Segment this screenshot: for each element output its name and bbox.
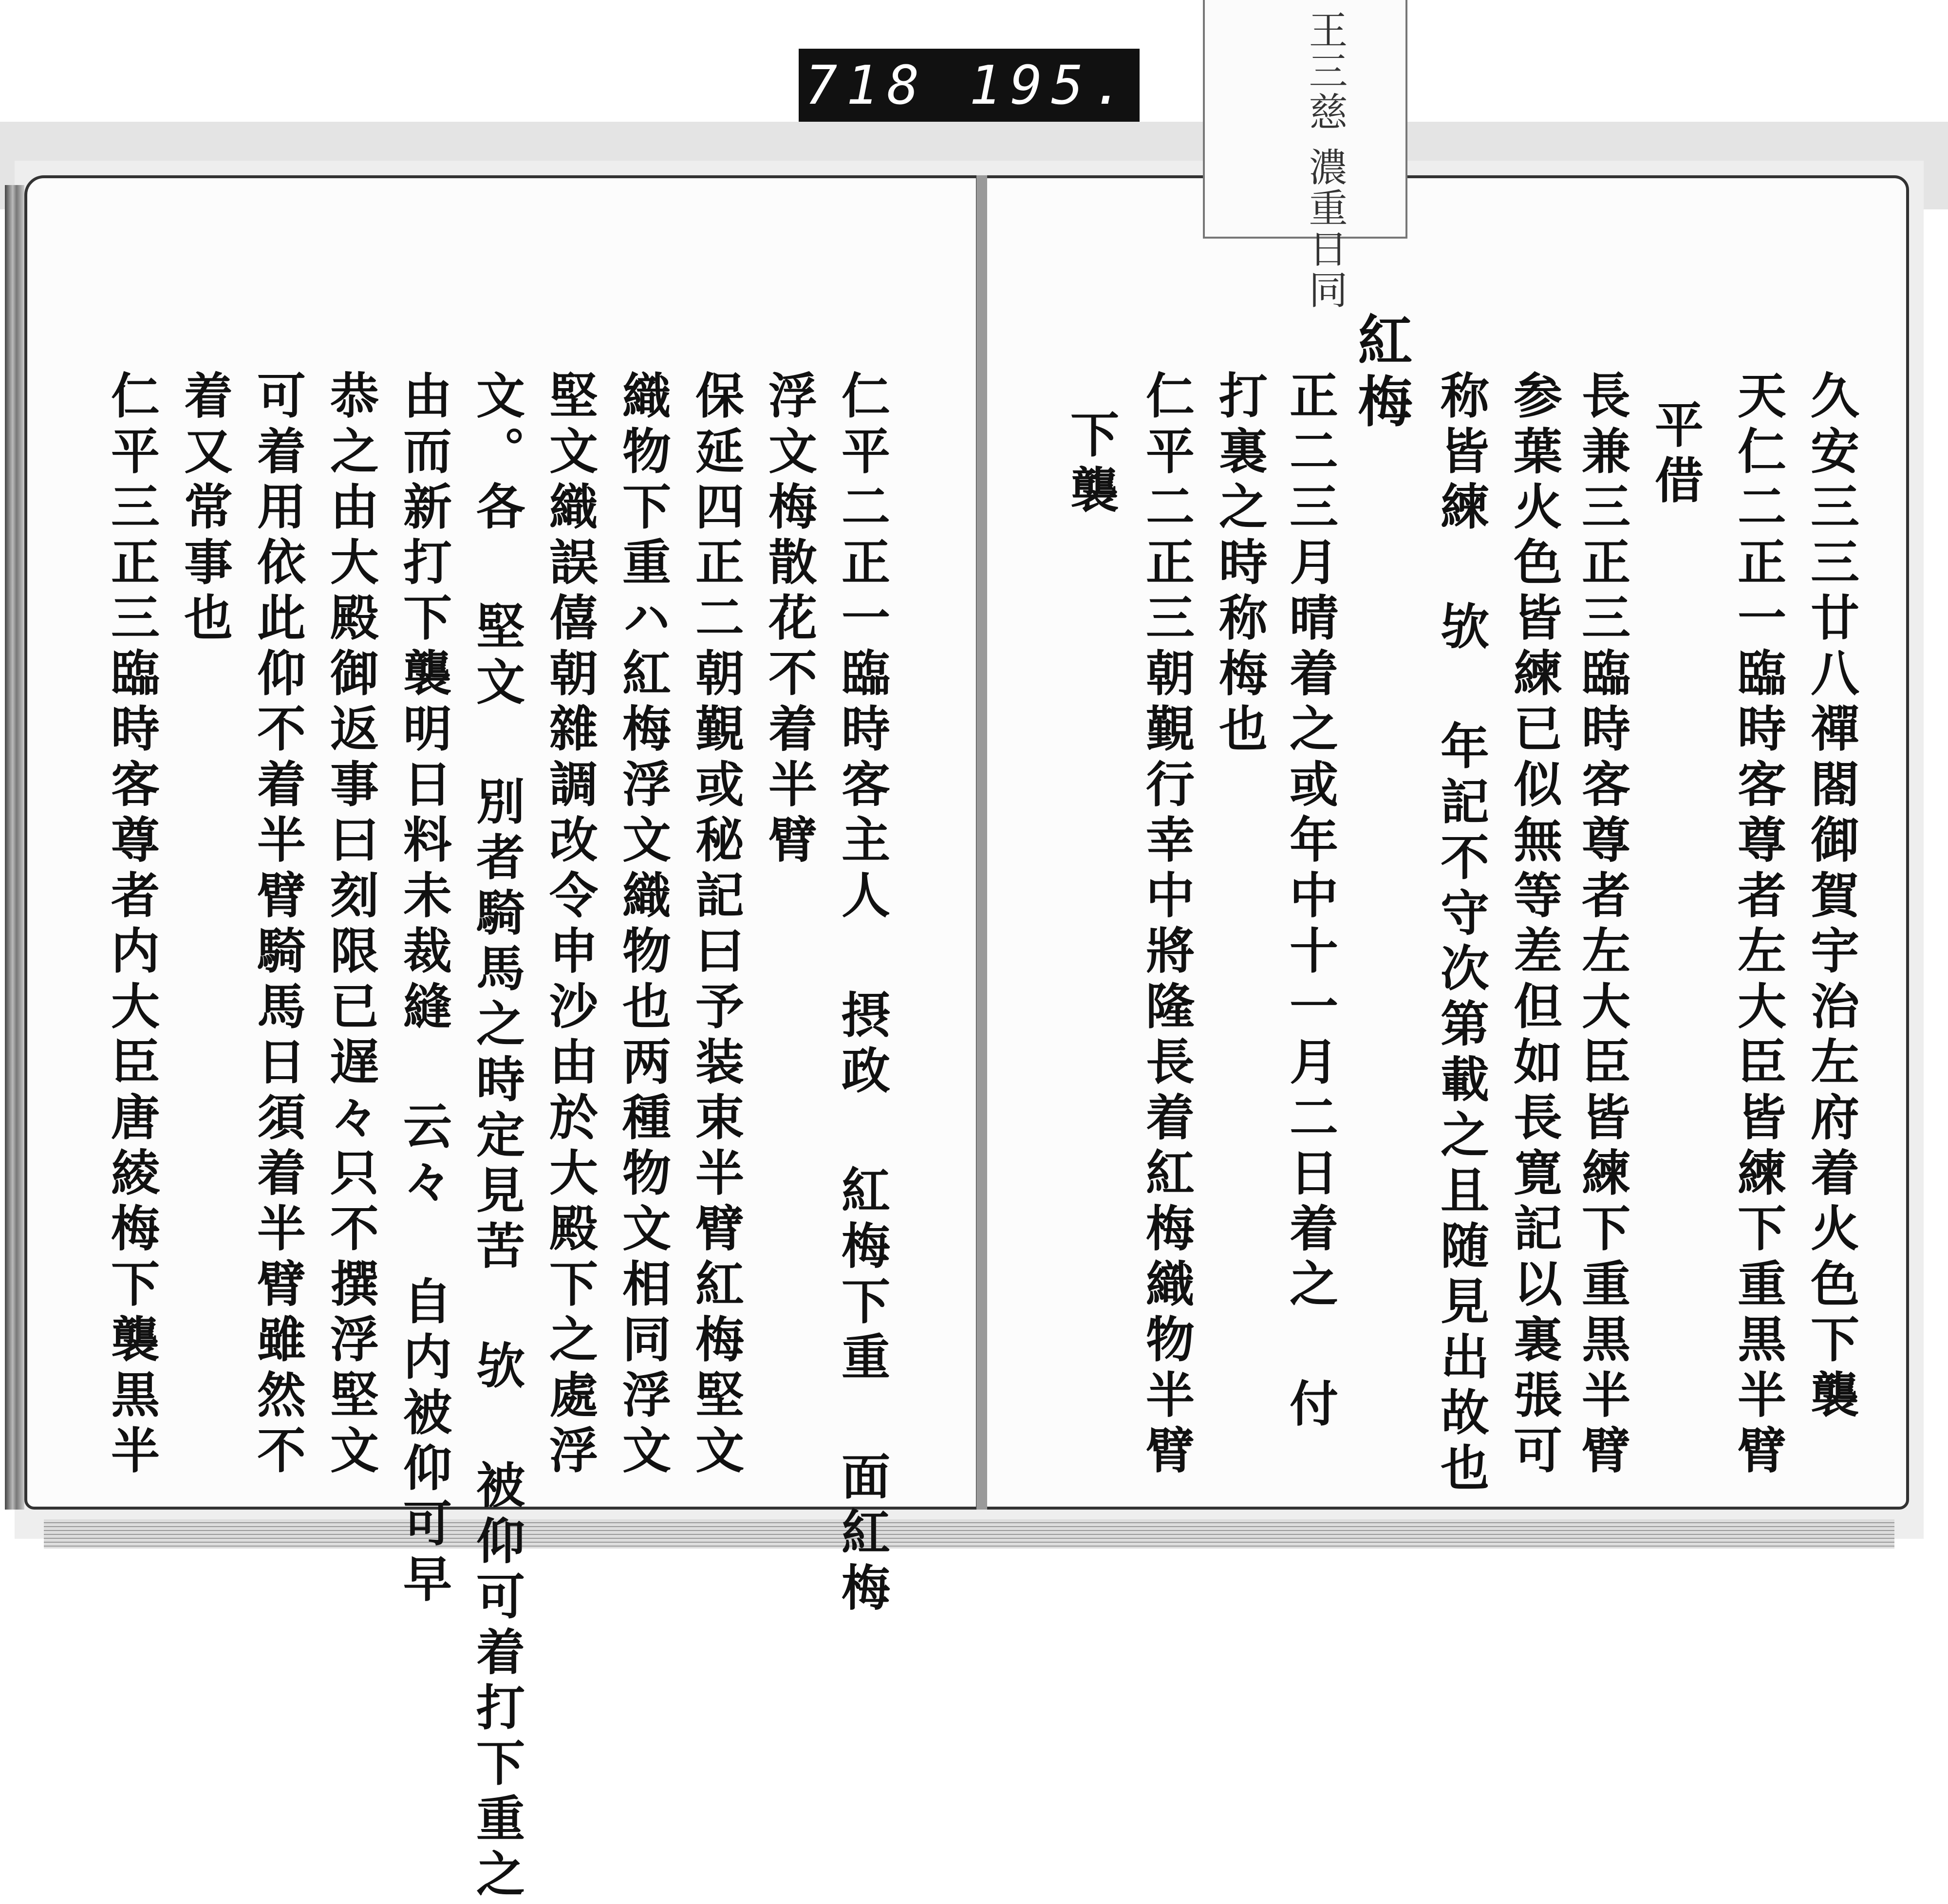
right-col-5: 参葉火色皆練已似無等差但如長寛記以裏張可 <box>1505 370 1563 1480</box>
catalog-label: 718 195. <box>799 49 1140 122</box>
section-heading: 紅梅 <box>1349 312 1413 434</box>
left-col-3: 保延四正二朝覲或秘記曰予装束半臂紅梅堅文 <box>687 370 745 1480</box>
page-stack <box>44 1519 1894 1549</box>
left-col-1: 仁平二正一臨時客主人 摂政 紅梅下重 面紅梅 <box>833 370 891 1618</box>
right-col-2: 天仁二正一臨時客尊者左大臣皆練下重黒半臂 <box>1729 370 1787 1480</box>
left-col-7: 由而新打下襲明日料未裁縫 云々 自内被仰可早 <box>395 370 452 1609</box>
book-edge <box>5 185 24 1510</box>
right-col-9: 打裏之時称梅也 <box>1211 370 1268 759</box>
left-col-11: 仁平三正三臨時客尊者内大臣唐綾梅下襲黒半 <box>103 370 160 1480</box>
left-col-4: 織物下重ハ紅梅浮文織物也两種物文相同浮文 <box>614 370 672 1480</box>
slip-handwriting: 王三慈 濃重日同 <box>1302 10 1348 311</box>
right-col-1: 久安三三廿八禪閤御賀宇治左府着火色下襲 <box>1802 370 1860 1425</box>
right-col-6: 称皆練 欤 年記不守次第載之且随見出故也 <box>1432 370 1490 1498</box>
left-col-9: 可着用依此仰不着半臂騎馬日須着半臂雖然不 <box>249 370 306 1480</box>
left-col-10: 着又常事也 <box>176 370 233 648</box>
right-col-8: 正二三月晴着之或年中十一月二日着之 付 <box>1281 370 1339 1434</box>
right-col-11: 下襲 <box>1062 409 1120 520</box>
right-col-10: 仁平二正三朝覲行幸中將隆長着紅梅織物半臂 <box>1138 370 1195 1480</box>
right-col-3: 平借 <box>1647 399 1704 510</box>
book-spine <box>976 175 987 1510</box>
left-col-8: 恭之由大殿御返事曰刻限已遅々只不撰浮堅文 <box>322 370 379 1480</box>
right-col-4: 長兼三正三臨時客尊者左大臣皆練下重黒半臂 <box>1573 370 1631 1480</box>
left-col-5: 堅文織誤僖朝雜調改令申沙由於大殿下之處浮 <box>541 370 599 1480</box>
left-col-6: 文。各 堅文 別者騎馬之時定見苦 欤 被仰可着打下重之 <box>468 370 525 1904</box>
left-col-2: 浮文梅散花不着半臂 <box>760 370 818 870</box>
